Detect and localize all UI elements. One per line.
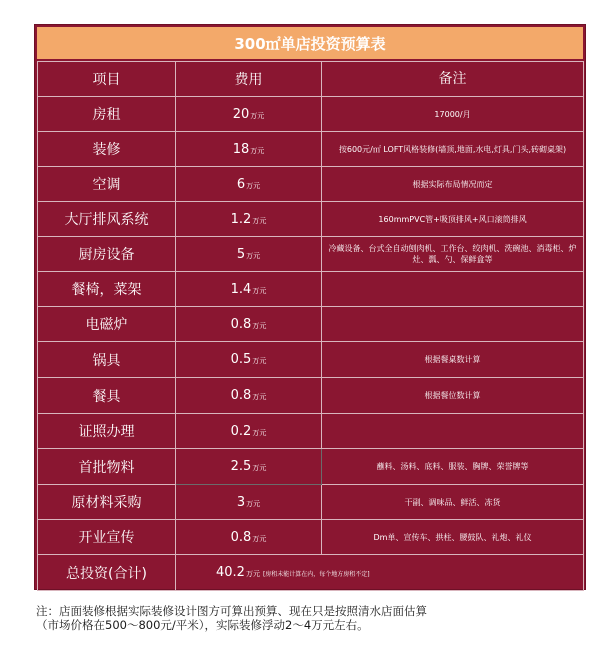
row-item: 餐椅，菜架 [38, 272, 176, 307]
cost-amount: 0.2 [230, 423, 252, 439]
cost-unit: 万元 [252, 357, 267, 365]
row-cost [176, 307, 322, 342]
row-note: 160mmPVC管+吸顶排风+风口滚筒排风 [322, 202, 584, 237]
cost-unit: 万元 [252, 393, 267, 401]
cost-amount: 1.2 [230, 211, 252, 227]
cost-amount: 6 [236, 176, 246, 192]
row-note: 冷藏设备、台式全自动刨肉机、工作台、绞肉机、洗碗池、消毒柜、炉灶、瓢、勺、保鲜盒等 [322, 237, 584, 272]
cost-unit: 万元 [252, 534, 267, 543]
row-note: 17000/月 [322, 97, 584, 132]
row-item: 装修 [38, 132, 176, 167]
table-row [38, 307, 584, 342]
row-note: 干副、调味品、鲜活、冻货 [322, 485, 584, 520]
table-row [38, 167, 584, 202]
total-cost [176, 555, 584, 591]
table-row [38, 237, 584, 272]
row-cost [176, 342, 322, 378]
row-item: 锅具 [38, 342, 176, 378]
footnote-line-2: （市场价格在500～800元/平米），实际装修浮动2～4万元左右。 [36, 618, 369, 632]
cost-amount: 5 [236, 246, 246, 262]
cost-amount: 0.8 [230, 316, 252, 332]
cost-unit: 万元 [250, 111, 265, 120]
cost-amount: 1.4 [230, 281, 252, 297]
table-row [38, 449, 584, 485]
budget-sheet [34, 24, 586, 590]
cost-amount: 0.8 [230, 529, 252, 545]
row-note [322, 414, 584, 449]
row-cost [176, 520, 322, 555]
row-item: 空调 [38, 167, 176, 202]
table-row [38, 342, 584, 378]
header-item: 项目 [38, 62, 176, 97]
row-note: 蘸料、汤料、底料、服装、胸牌、荣誉牌等 [322, 449, 584, 485]
row-cost [176, 167, 322, 202]
total-row [38, 555, 584, 591]
row-note: Dm单、宣传车、拱柱、腰鼓队、礼炮、礼仪 [322, 520, 584, 555]
row-item: 开业宣传 [38, 520, 176, 555]
row-cost [176, 485, 322, 520]
cost-amount: 0.8 [230, 388, 252, 403]
row-cost [176, 97, 322, 132]
table-row [38, 97, 584, 132]
row-cost [176, 202, 322, 237]
budget-table [37, 61, 584, 591]
total-label: 总投资(合计) [38, 555, 176, 591]
cost-amount: 2.5 [230, 459, 252, 474]
table-row [38, 132, 584, 167]
row-cost [176, 237, 322, 272]
row-note: 根据餐位数计算 [322, 378, 584, 414]
table-row [38, 520, 584, 555]
row-note [322, 307, 584, 342]
total-unit: 万元 [245, 570, 260, 578]
footnote [36, 604, 596, 632]
header-row [38, 62, 584, 97]
table-row [38, 202, 584, 237]
table-row [38, 485, 584, 520]
cost-unit: 万元 [246, 499, 261, 508]
row-note: 根据实际布局情况而定 [322, 167, 584, 202]
cost-amount: 3 [236, 494, 246, 510]
cost-amount: 20 [232, 106, 250, 122]
table-row [38, 414, 584, 449]
cost-unit: 万元 [246, 181, 261, 190]
table-row [38, 272, 584, 307]
row-cost [176, 272, 322, 307]
row-cost [176, 378, 322, 414]
row-item: 原材料采购 [38, 485, 176, 520]
cost-unit: 万元 [252, 216, 267, 225]
row-cost [176, 449, 322, 485]
row-item: 餐具 [38, 378, 176, 414]
row-item: 厨房设备 [38, 237, 176, 272]
row-cost [176, 414, 322, 449]
total-remark: [房租未能计算在内，每个地方房租不定] [262, 571, 370, 578]
table-title: 300㎡单店投资预算表 [37, 27, 583, 59]
cost-amount: 0.5 [230, 352, 252, 367]
row-item: 房租 [38, 97, 176, 132]
row-cost [176, 132, 322, 167]
row-item: 大厅排风系统 [38, 202, 176, 237]
row-item: 首批物料 [38, 449, 176, 485]
cost-unit: 万元 [252, 321, 267, 330]
row-item: 证照办理 [38, 414, 176, 449]
cost-unit: 万元 [252, 286, 267, 295]
header-note: 备注 [322, 62, 584, 97]
row-note [322, 272, 584, 307]
table-row [38, 378, 584, 414]
row-note: 按600元/㎡ LOFT风格装修(墙顶,地面,水电,灯具,门头,砖砌桌架) [322, 132, 584, 167]
total-amount: 40.2 [216, 565, 245, 580]
header-cost: 费用 [176, 62, 322, 97]
row-note: 根据餐桌数计算 [322, 342, 584, 378]
cost-unit: 万元 [252, 464, 267, 472]
cost-unit: 万元 [250, 146, 265, 155]
footnote-line-1: 注：店面装修根据实际装修设计图方可算出预算、现在只是按照清水店面估算 [36, 604, 427, 618]
cost-unit: 万元 [246, 251, 261, 260]
row-item: 电磁炉 [38, 307, 176, 342]
cost-amount: 18 [232, 141, 250, 157]
cost-unit: 万元 [252, 428, 267, 437]
